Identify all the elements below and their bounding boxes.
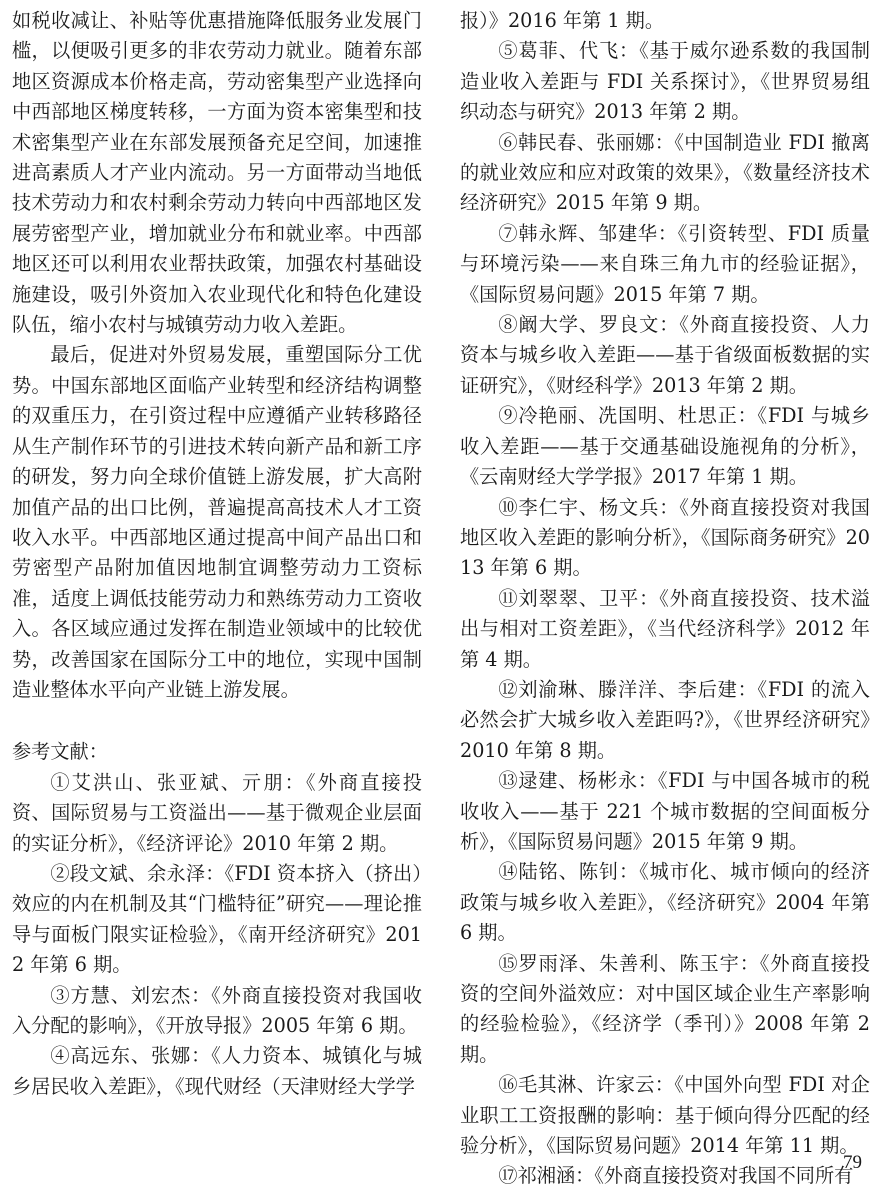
reference-item: ①艾洪山、张亚斌、亓朋：《外商直接投资、国际贸易与工资溢出——基于微观企业层面的实证分析》，《经济评论》2010 年第 2 期。 <box>12 770 422 855</box>
reference-item: ④高远东、张娜：《人力资本、城镇化与城乡居民收入差距》，《现代财经（天津财经大学学 <box>12 1044 422 1098</box>
reference-item: ⑨冷艳丽、冼国明、杜思正：《FDI 与城乡收入差距——基于交通基础设施视角的分析》，《云南财经大学学报》2017 年第 1 期。 <box>460 404 870 489</box>
reference-item: ⑥韩民春、张丽娜：《中国制造业 FDI 撤离的就业效应和应对政策的效果》，《数量经济技术经济研究》2015 年第 9 期。 <box>460 130 870 215</box>
body-paragraph-2: 最后，促进对外贸易发展，重塑国际分工优势。中国东部地区面临产业转型和经济结构调整的双重压力，在引资过程中应遵循产业转移路径从生产制作环节的引进技术转向新产品和新工序的研发，努力向全球价值链上游发展，扩大高附加值产品的出口比例，普遍提高高技术人才工资收入水平。中西部地区通过提高中间产品出口和劳密型产品附加值因地制宜调整劳动力工资标准，适度上调低技能劳动力和熟练劳动力工资收入。各区域应通过发挥在制造业领域中的比较优势，改善国家在国际分工中的地位，实现中国制造业整体水平向产业链上游发展。 <box>12 343 422 701</box>
reference-item: ⑦韩永辉、邹建华：《引资转型、FDI 质量与环境污染——来自珠三角九市的经验证据》，《国际贸易问题》2015 年第 7 期。 <box>460 221 870 306</box>
reference-item: ⑤葛菲、代飞：《基于威尔逊系数的我国制造业收入差距与 FDI 关系探讨》，《世界贸易组织动态与研究》2013 年第 2 期。 <box>460 39 870 124</box>
reference-item: ③方慧、刘宏杰：《外商直接投资对我国收入分配的影响》，《开放导报》2005 年第 6 期。 <box>12 983 422 1037</box>
reference-item: ⑮罗雨泽、朱善利、陈玉宇：《外商直接投资的空间外溢效应：对中国区域企业生产率影响的经验检验》，《经济学（季刊）》2008 年第 2 期。 <box>460 951 870 1066</box>
reference-item: ⑧阚大学、罗良文：《外商直接投资、人力资本与城乡收入差距——基于省级面板数据的实证研究》，《财经科学》2013 年第 2 期。 <box>460 313 870 397</box>
reference-item: ⑪刘翠翠、卫平：《外商直接投资、技术溢出与相对工资差距》，《当代经济科学》2012 年第 4 期。 <box>460 586 870 671</box>
reference-continuation: 报）》2016 年第 1 期。 <box>460 9 665 32</box>
body-paragraph-1: 如税收减让、补贴等优惠措施降低服务业发展门槛，以便吸引更多的非农劳动力就业。随着东部地区资源成本价格走高，劳动密集型产业选择向中西部地区梯度转移，一方面为资本密集型和技术密集型产业在东部发展预备充足空间，加速推进高素质人才产业内流动。另一方面带动当地低技术劳动力和农村剩余劳动力转向中西部地区发展劳密型产业，增加就业分布和就业率。中西部地区还可以利用农业帮扶政策，加强农村基础设施建设，吸引外资加入农业现代化和特色化建设队伍，缩小农村与城镇劳动力收入差距。 <box>12 9 422 337</box>
left-column <box>12 6 422 1102</box>
reference-item: ⑯毛其淋、许家云：《中国外向型 FDI 对企业职工工资报酬的影响：基于倾向得分匹配的经验分析》，《国际贸易问题》2014 年第 11 期。 <box>460 1073 870 1158</box>
reference-item: ⑬逯建、杨彬永：《FDI 与中国各城市的税收收入——基于 221 个城市数据的空间面板分析》，《国际贸易问题》2015 年第 9 期。 <box>460 769 870 853</box>
reference-item: ⑩李仁宇、杨文兵：《外商直接投资对我国地区收入差距的影响分析》，《国际商务研究》2013 年第 6 期。 <box>460 495 870 580</box>
reference-item: ⑫刘渝琳、滕洋洋、李后建：《FDI 的流入必然会扩大城乡收入差距吗?》，《世界经济研究》2010 年第 8 期。 <box>460 677 870 762</box>
references-heading: 参考文献： <box>12 740 108 764</box>
reference-item: ②段文斌、余永泽：《FDI 资本挤入（挤出）效应的内在机制及其“门槛特征”研究——理论推导与面板门限实证检验》，《南开经济研究》2012 年第 6 期。 <box>12 861 422 977</box>
right-column <box>460 6 870 1192</box>
reference-item: ⑭陆铭、陈钊：《城市化、城市倾向的经济政策与城乡收入差距》，《经济研究》2004 年第 6 期。 <box>460 860 870 945</box>
page-number: 79 <box>843 1152 862 1173</box>
reference-item: ⑰祁湘涵：《外商直接投资对我国不同所有 <box>498 1164 854 1188</box>
